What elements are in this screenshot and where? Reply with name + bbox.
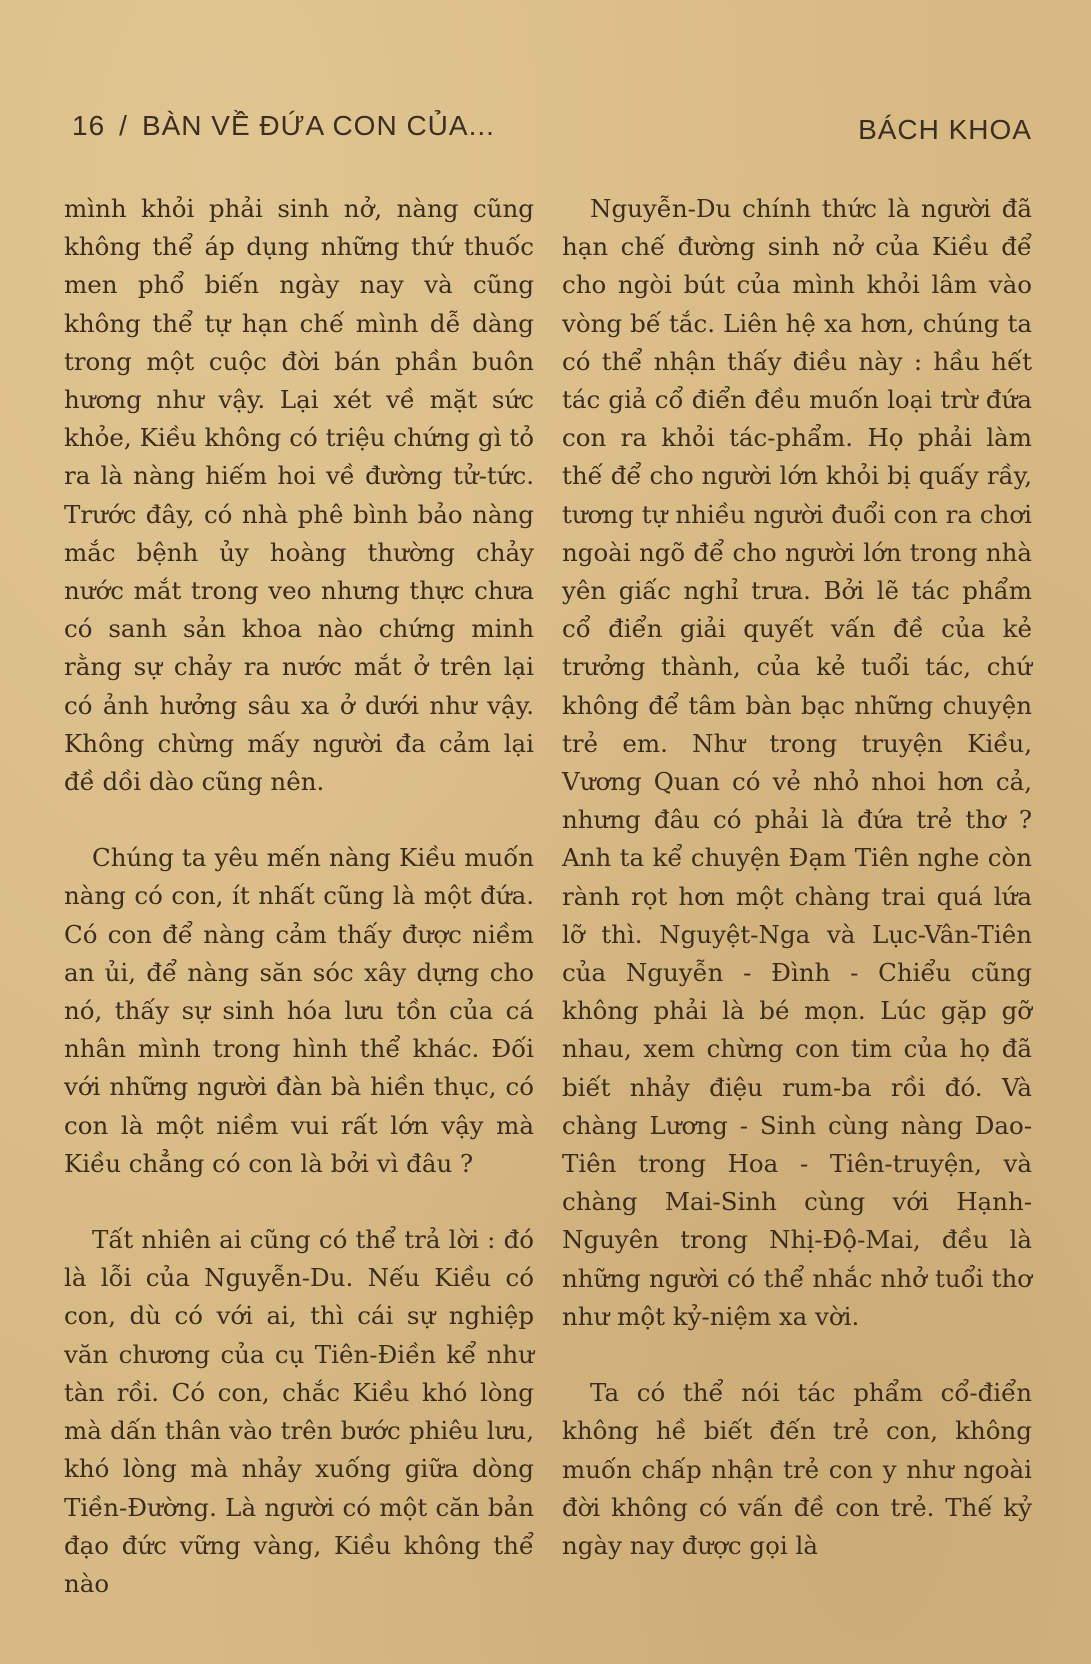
header-left bbox=[72, 110, 495, 142]
running-header bbox=[72, 110, 1032, 150]
running-title: BÀN VỀ ĐỨA CON CỦA... bbox=[141, 110, 495, 141]
page-number: 16 bbox=[72, 110, 106, 141]
right-paragraph-2: Ta có thể nói tác phẩm cổ-điển không hề biết đến trẻ con, không muốn chấp nhận trẻ con y như ngoài đời không có vấn đề con trẻ. Thế kỷ ngày nay được gọi là bbox=[562, 1378, 1032, 1560]
left-paragraph-3: Tất nhiên ai cũng có thể trả lời : đó là lỗi của Nguyễn-Du. Nếu Kiều có con, dù có với ai, thì cái sự nghiệp văn chương của cụ Tiên-Điền kể như tàn rồi. Có con, chắc Kiều khó lòng mà dấn thân vào trên bước phiêu lưu, khó lòng mà nhảy xuống giữa dòng Tiền-Đường. Là người có một căn bản đạo đức vững vàng, Kiều không thể nào bbox=[64, 1225, 534, 1598]
publication-name: BÁCH KHOA bbox=[858, 114, 1032, 145]
left-paragraph-2: Chúng ta yêu mến nàng Kiều muốn nàng có con, ít nhất cũng là một đứa. Có con để nàng cảm thấy được niềm an ủi, để nàng săn sóc xây dựng cho nó, thấy sự sinh hóa lưu tồn của cá nhân mình trong hình thể khác. Đối với những người đàn bà hiền thục, có con là một niềm vui rất lớn vậy mà Kiều chẳng có con là bởi vì đâu ? bbox=[64, 843, 534, 1178]
left-paragraph-1: mình khỏi phải sinh nở, nàng cũng không thể áp dụng những thứ thuốc men phổ biến ngày nay và cũng không thể tự hạn chế mình dễ dàng trong một cuộc đời bán phần buôn hương như vậy. Lại xét về mặt sức khỏe, Kiều không có triệu chứng gì tỏ ra là nàng hiếm hoi về đường tử-tức. Trước đây, có nhà phê bình bảo nàng mắc bệnh ủy hoàng thường chảy nước mắt trong veo nhưng thực chưa có sanh sản khoa nào chứng minh rằng sự chảy ra nước mắt ở trên lại có ảnh hưởng sâu xa ở dưới như vậy. Không chừng mấy người đa cảm lại đề dồi dào cũng nên. bbox=[64, 194, 534, 797]
header-separator: / bbox=[119, 110, 128, 141]
right-paragraph-1: Nguyễn-Du chính thức là người đã hạn chế đường sinh nở của Kiều để cho ngòi bút của mình khỏi lâm vào vòng bế tắc. Liên hệ xa hơn, chúng ta có thể nhận thấy điều này : hầu hết tác giả cổ điển đều muốn loại trừ đứa con ra khỏi tác-phẩm. Họ phải làm thế để cho người lớn khỏi bị quấy rầy, tương tự nhiều người đuổi con ra chơi ngoài ngõ để cho người lớn trong nhà yên giấc nghỉ trưa. Bởi lẽ tác phẩm cổ điển giải quyết vấn đề của kẻ trưởng thành, của kẻ tuổi tác, chứ không để tâm bàn bạc những chuyện trẻ em. Như trong truyện Kiều, Vương Quan có vẻ nhỏ nhoi hơn cả, nhưng đâu có phải là đứa trẻ thơ ? Anh ta kể chuyện Đạm Tiên nghe còn rành rọt hơn một chàng trai quá lứa lỡ thì. Nguyệt-Nga và Lục-Vân-Tiên của Nguyễn - Đình - Chiểu cũng không phải là bé mọn. Lúc gặp gỡ nhau, xem chừng con tim của họ đã biết nhảy điệu rum-ba rồi đó. Và chàng Lương - Sinh cùng nàng Dao-Tiên trong Hoa - Tiên-truyện, và chàng Mai-Sinh cùng với Hạnh-Nguyên trong Nhị-Độ-Mai, đều là những người có thể nhắc nhở tuổi thơ như một kỷ-niệm xa vời. bbox=[562, 194, 1032, 1331]
left-text-column bbox=[64, 190, 534, 1603]
right-text-column bbox=[562, 190, 1032, 1565]
